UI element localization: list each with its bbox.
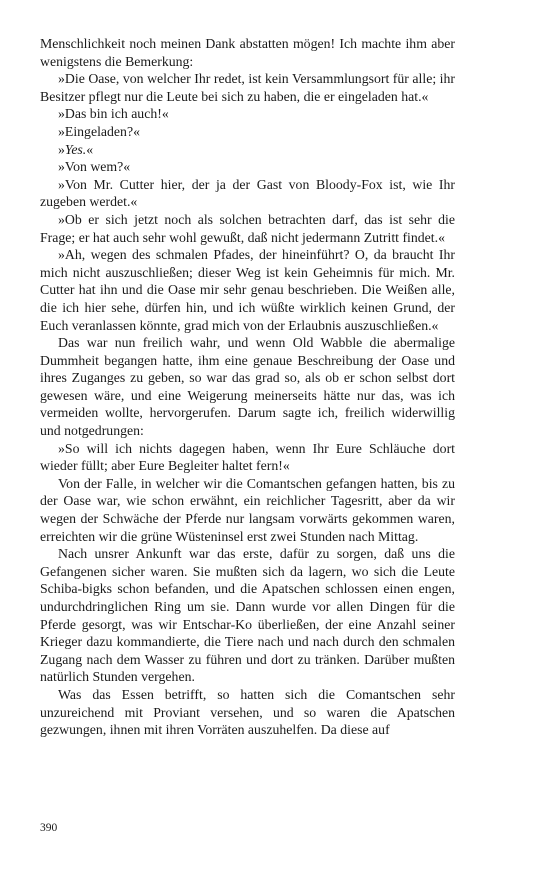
paragraph: »Die Oase, von welcher Ihr redet, ist kein Versammlungsort für alle; ihr Besitzer pflegt nur die Leute bei sich zu haben, die er eingeladen hat.« [40, 71, 455, 104]
page-number: 390 [40, 822, 58, 834]
paragraph-italic-yes: »Yes.« [58, 141, 94, 157]
paragraph: Von der Falle, in welcher wir die Comantschen gefangen hatten, bis zu der Oase war, wie schon erwähnt, ein reichlicher Tagesritt, aber da wir wegen der Schwäche der Pferde nur langsam vorwärts gekommen waren, erreichten wir die grüne Wüsteninsel erst zwei Stunden nach Mittag. [40, 475, 455, 544]
paragraph: Nach unsrer Ankunft war das erste, dafür zu sorgen, daß uns die Gefangenen sicher waren. Sie mußten sich da lagern, wo sich die Leute Schiba-bigks schon befanden, und die Apatschen schlossen einen engen, undurchdringlichen Ring um sie. Dann wurde vor allen Dingen für die Pferde gesorgt, was wir Entschar-Ko überließen, der eine Anzahl seiner Krieger dazu kommandierte, die Tiere nach und nach durch den schmalen Zugang nach dem Wasser zu führen und dort zu tränken. Darüber mußten natürlich Stunden vergehen. [40, 546, 455, 685]
page-body [40, 35, 455, 825]
paragraph: »Ah, wegen des schmalen Pfades, der hineinführt? O, da braucht Ihr mich nicht auszuschließen; dieser Weg ist kein Geheimnis für mich. Mr. Cutter hat ihn und die Oase mir sehr genau beschrieben. Die Weißen alle, die ich hier sehe, dürfen hin, und ich wüßte wirklich keinen Grund, der Euch veranlassen könnte, grad mich von der Erlaubnis auszuschließen.« [40, 247, 455, 333]
paragraph: Menschlichkeit noch meinen Dank abstatten mögen! Ich machte ihm aber wenigstens die Bemerkung: [40, 36, 455, 69]
paragraph: »Eingeladen?« [58, 123, 140, 139]
paragraph: »Ob er sich jetzt noch als solchen betrachten darf, das ist sehr die Frage; er hat auch sehr wohl gewußt, daß nicht jedermann Zutritt findet.« [40, 211, 455, 245]
paragraph: »Von wem?« [58, 159, 131, 175]
paragraph: Was das Essen betrifft, so hatten sich die Comantschen sehr unzureichend mit Proviant versehen, und so waren die Apatschen gezwungen, ihnen mit ihren Vorräten auszuhelfen. Da diese auf [40, 686, 455, 738]
paragraph: »Von Mr. Cutter hier, der ja der Gast von Bloody-Fox ist, wie Ihr zugeben werdet.« [40, 176, 455, 210]
paragraph: Das war nun freilich wahr, und wenn Old Wabble die abermalige Dummheit begangen hatte, ihm eine genaue Beschreibung der Oase und ihres Zuganges zu geben, so war das grad so, als ob er schon selbst dort gewesen wäre, und eine Weigerung meinerseits hätte nur das, was ich vermeiden wollte, hervorgerufen. Darum sagte ich, freilich widerwillig und notgedrungen: [40, 335, 455, 439]
paragraph: »Das bin ich auch!« [58, 106, 169, 122]
paragraph: »So will ich nichts dagegen haben, wenn Ihr Eure Schläuche dort wieder füllt; aber Eure Begleiter haltet fern!« [40, 440, 455, 474]
